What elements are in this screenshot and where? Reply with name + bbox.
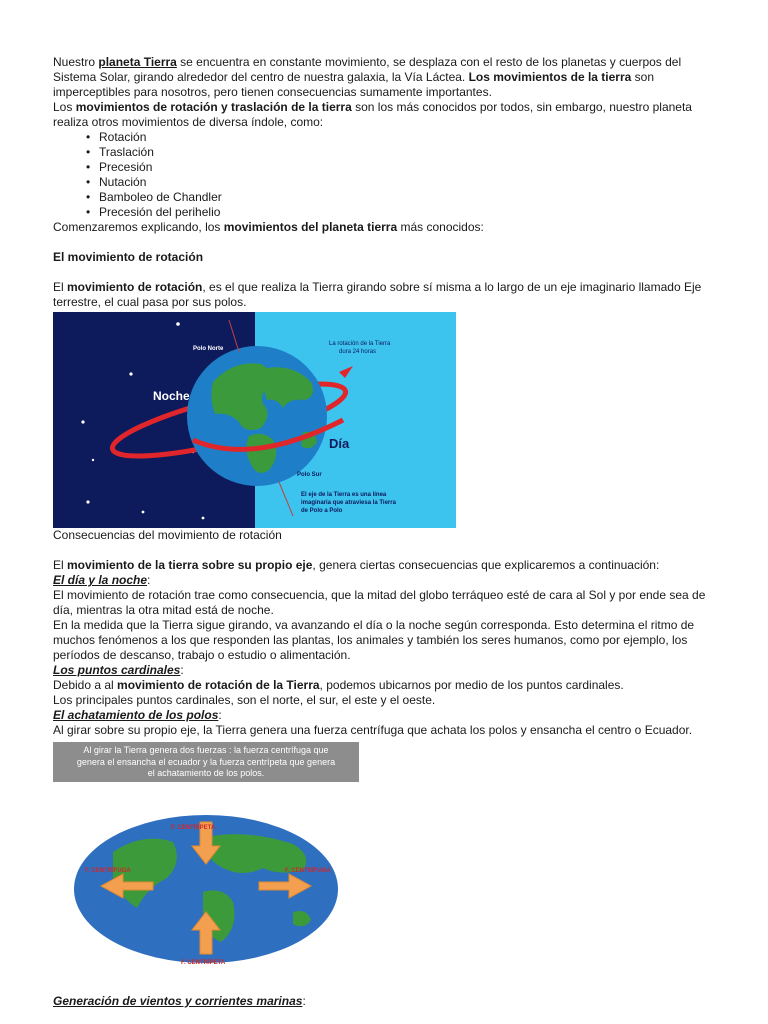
label-night: Noche	[153, 389, 190, 403]
caption-line: genera el ensancha el ecuador y la fuerza centrípeta que genera	[76, 756, 336, 767]
caption-line: el achatamiento de los polos.	[147, 768, 265, 778]
text: Comenzaremos explicando, los	[53, 220, 224, 234]
bold-text: movimiento de la tierra sobre su propio eje	[67, 558, 313, 572]
list-item: • Bamboleo de Chandler	[99, 190, 718, 205]
day-night-paragraph-1: El movimiento de rotación trae como consecuencia, que la mitad del globo terráqueo esté de cara al Sol y por ende sea de día, mientras la otra mitad está de noche.	[53, 588, 706, 617]
cardinal-heading	[53, 663, 718, 678]
text: , podemos ubicarnos por medio de los puntos cardinales.	[319, 678, 624, 692]
winds-heading	[53, 994, 718, 1009]
caption-line: Al girar la Tierra genera dos fuerzas : la fuerza centrífuga que	[83, 745, 329, 755]
list-item: • Rotación	[99, 130, 718, 145]
note-top-2: dura 24 horas	[339, 349, 377, 355]
text: , es el que realiza la Tierra girando sobre sí misma a lo largo de un eje imaginario llamado Eje terrestre, el cual pasa por sus polos.	[53, 280, 702, 309]
note-bottom-1: El eje de la Tierra es una línea	[301, 492, 387, 498]
intro-paragraph-1	[53, 55, 718, 100]
intro-paragraph-2	[53, 100, 718, 130]
text: se encuentra en constante movimiento, se desplaza con el resto de los planetas y cuerpos del Sistema Solar, girando alrededor del centro de nuestra galaxia, la Vía Láctea.	[53, 55, 682, 84]
consequences-paragraph	[53, 558, 718, 573]
day-night-heading	[53, 573, 718, 588]
movements-list	[53, 130, 718, 220]
list-item: • Precesión	[99, 160, 718, 175]
text: , genera ciertas consecuencias que explicaremos a continuación:	[312, 558, 660, 572]
day-night-paragraph-2: En la medida que la Tierra sigue girando, va avanzando el día o la noche según corresponda. Esto determina el ritmo de muchos fenómenos a los que responden las plantas, los animales y también los seres humanos, como por ejemplo, los períodos de descanso, trabajo o estudio o alimentación.	[53, 618, 695, 662]
text: :	[147, 573, 151, 587]
bold-text: movimientos de rotación y traslación de la tierra	[75, 100, 352, 114]
note-top-1: La rotación de la Tierra	[329, 341, 391, 347]
text: son los más conocidos por todos, sin embargo, nuestro planeta realiza otros movimientos de diversa índole, como:	[53, 100, 692, 129]
rotation-heading: El movimiento de rotación	[53, 250, 204, 264]
figure-caption: Consecuencias del movimiento de rotación	[53, 528, 282, 542]
subheading: El día y la noche	[53, 573, 148, 587]
label-centripetal-top: F. CENTRÍPETA	[171, 825, 216, 831]
cardinal-paragraph-2: Los principales puntos cardinales, son el norte, el sur, el este y el oeste.	[53, 693, 436, 707]
flatten-paragraph: Al girar sobre su propio eje, la Tierra genera una fuerza centrífuga que achata los polos y ensancha el centro o Ecuador.	[53, 723, 693, 737]
list-item: • Precesión del perihelio	[99, 205, 718, 220]
text: :	[302, 994, 306, 1008]
note-bottom-3: de Polo a Polo	[301, 508, 343, 514]
subheading: Generación de vientos y corrientes marinas	[53, 994, 303, 1008]
label-centripetal-bottom: F. CENTRÍPETA	[181, 960, 226, 966]
text: El	[53, 558, 68, 572]
text: Los	[53, 100, 76, 114]
label-north-pole: Polo Norte	[193, 346, 224, 352]
text: son imperceptibles para nosotros, pero tienen consecuencias sumamente importantes.	[53, 70, 654, 99]
text: más conocidos:	[397, 220, 484, 234]
planeta-tierra-link[interactable]: planeta Tierra	[98, 55, 177, 69]
list-item: • Nutación	[99, 175, 718, 190]
flattening-illustration	[53, 742, 359, 992]
text: :	[218, 708, 222, 722]
text: Nuestro	[53, 55, 99, 69]
rotation-illustration	[53, 312, 456, 528]
flatten-heading	[53, 708, 718, 723]
intro-paragraph-3	[53, 220, 718, 235]
rotation-paragraph	[53, 280, 718, 310]
label-centrifugal-right: F. CENTRÍFUGA	[285, 868, 331, 874]
bold-text: movimiento de rotación	[67, 280, 203, 294]
text: Debido a al	[53, 678, 118, 692]
label-day: Día	[329, 436, 350, 451]
flattening-svg	[53, 742, 359, 992]
list-item: • Traslación	[99, 145, 718, 160]
label-south-pole: Polo Sur	[297, 472, 322, 478]
subheading: Los puntos cardinales	[53, 663, 181, 677]
note-bottom-2: imaginaria que atraviesa la Tierra	[301, 500, 396, 506]
label-centrifugal-left: F. CENTRÍFUGA	[85, 868, 131, 874]
text: :	[180, 663, 184, 677]
bold-text: Los movimientos de la tierra	[468, 70, 632, 84]
text: El	[53, 280, 68, 294]
subheading: El achatamiento de los polos	[53, 708, 219, 722]
rotation-svg	[53, 312, 456, 528]
bold-text: movimiento de rotación de la Tierra	[117, 678, 320, 692]
document-body	[53, 55, 718, 1009]
bold-text: movimientos del planeta tierra	[223, 220, 398, 234]
cardinal-paragraph-1	[53, 678, 718, 693]
